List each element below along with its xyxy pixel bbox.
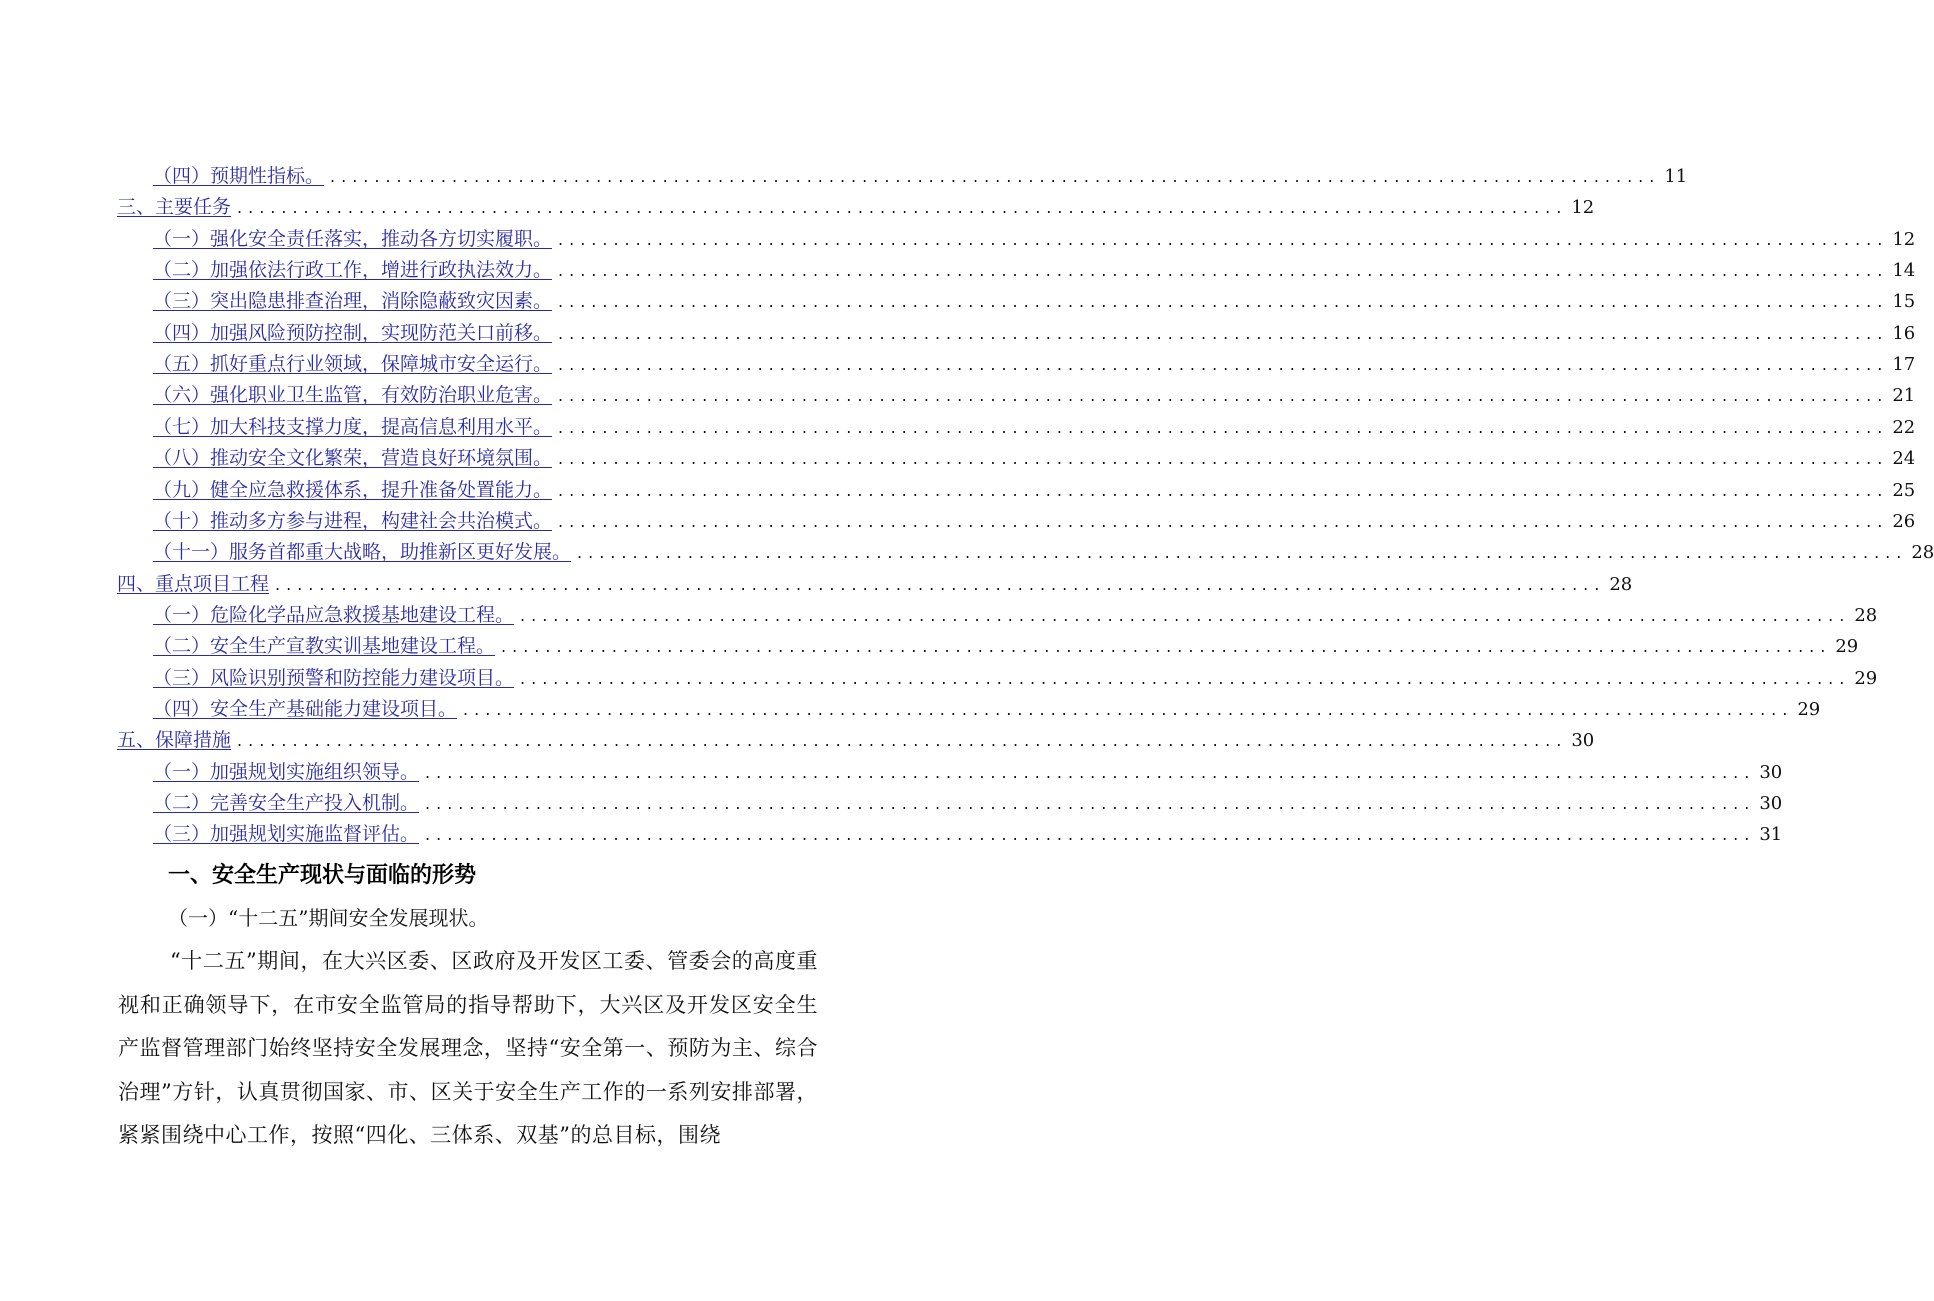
toc-entry[interactable] [153, 413, 1916, 441]
toc-entry-link[interactable]: （八）推动安全文化繁荣，营造良好环境氛围。 [153, 447, 553, 470]
toc-page-number: 29 [1797, 698, 1821, 720]
toc-page-number: 28 [1609, 573, 1633, 595]
toc-entry[interactable] [153, 350, 1916, 378]
toc-entry-link[interactable]: （四）加强风险预防控制，实现防范关口前移。 [153, 321, 553, 344]
body-paragraph: “十二五”期间，在大兴区委、区政府及开发区工委、管委会的高度重视和正确领导下，在市安全监管局的指导帮助下，大兴区及开发区安全生产监督管理部门始终坚持安全发展理念，坚持“安全第一、预防为主、综合治理”方针，认真贯彻国家、市、区关于安全生产工作的一系列安排部署，紧紧围绕中心工作，按照“四化、三体系、双基”的总目标，围绕 [118, 949, 818, 1147]
toc-entry-link[interactable]: （十）推动多方参与进程，构建社会共治模式。 [153, 509, 553, 532]
toc-page-number: 30 [1759, 761, 1783, 783]
toc-dot-leader: ........................................................................................................................ [463, 699, 1794, 719]
toc-page-number: 16 [1892, 322, 1916, 344]
toc-dot-leader: ........................................................................................................................ [275, 574, 1606, 594]
toc-entry-link[interactable]: （六）强化职业卫生监管，有效防治职业危害。 [153, 384, 553, 407]
toc-dot-leader: ........................................................................................................................ [425, 794, 1756, 813]
toc-dot-leader: ........................................................................................................................ [425, 825, 1756, 845]
toc-page-number: 12 [1571, 197, 1595, 219]
toc-entry-link[interactable]: （四）预期性指标。 [153, 165, 325, 187]
toc-dot-leader: ........................................................................................................................ [558, 355, 1889, 375]
toc-dot-leader: ........................................................................................................................ [577, 543, 1908, 563]
toc-dot-leader: ........................................................................................................................ [558, 417, 1889, 437]
toc-entry-link[interactable]: 四、重点项目工程 [117, 572, 270, 595]
toc-entry[interactable] [153, 820, 1783, 848]
toc-dot-leader: ........................................................................................................................ [520, 668, 1851, 688]
toc-dot-leader: ........................................................................................................................ [501, 637, 1832, 657]
toc-entry-link[interactable]: （十一）服务首都重大战略，助推新区更好发展。 [153, 541, 572, 564]
toc-entry-link[interactable]: （五）抓好重点行业领域，保障城市安全运行。 [153, 353, 553, 376]
toc-entry[interactable] [153, 632, 1859, 660]
toc-dot-leader: ........................................................................................................................ [237, 198, 1568, 218]
subsection-heading: （一）“十二五”期间安全发展现状。 [168, 906, 489, 930]
toc-entry-link[interactable]: （三）加强规划实施监督评估。 [153, 823, 420, 846]
toc-entry-link[interactable]: （三）突出隐患排查治理，消除隐蔽致灾因素。 [153, 290, 553, 313]
toc-page-number: 22 [1892, 416, 1916, 438]
toc-dot-leader: ........................................................................................................................ [558, 292, 1889, 312]
toc-page-number: 11 [1664, 166, 1688, 187]
toc-dot-leader: ........................................................................................................................ [558, 449, 1889, 469]
toc-entry-link[interactable]: 五、保障措施 [117, 729, 232, 752]
toc-entry[interactable] [153, 287, 1916, 315]
toc-entry[interactable] [117, 193, 1595, 221]
toc-entry-link[interactable]: （七）加大科技支撑力度，提高信息利用水平。 [153, 415, 553, 438]
toc-page-number: 15 [1892, 291, 1916, 313]
section-heading: 一、安全生产现状与面临的形势 [168, 863, 477, 888]
toc-entry[interactable] [153, 162, 1688, 190]
toc-entry[interactable] [153, 256, 1916, 284]
toc-entry[interactable] [153, 381, 1916, 409]
toc-page-number: 29 [1854, 667, 1878, 689]
toc-entry[interactable] [153, 664, 1878, 692]
toc-dot-leader: ........................................................................................................................ [237, 731, 1568, 751]
toc-entry-link[interactable]: 三、主要任务 [117, 196, 232, 219]
toc-dot-leader: ........................................................................................................................ [558, 229, 1889, 249]
toc-page-number: 30 [1759, 793, 1783, 814]
toc-entry[interactable] [153, 601, 1878, 629]
toc-page-number: 26 [1892, 510, 1916, 532]
toc-page-number: 25 [1892, 479, 1916, 501]
toc-entry[interactable] [117, 570, 1633, 598]
toc-dot-leader: ........................................................................................................................ [520, 605, 1851, 625]
toc-entry[interactable] [153, 444, 1916, 472]
toc-entry-link[interactable]: （九）健全应急救援体系，提升准备处置能力。 [153, 478, 553, 501]
toc-dot-leader: ........................................................................................................................ [558, 261, 1889, 281]
toc-page-number: 29 [1835, 636, 1859, 658]
toc-dot-leader: ........................................................................................................................ [558, 480, 1889, 500]
toc-entry-link[interactable]: （二）加强依法行政工作，增进行政执法效力。 [153, 259, 553, 282]
toc-page-number: 12 [1892, 228, 1916, 250]
toc-page-number: 21 [1892, 385, 1916, 407]
toc-page-number: 30 [1571, 730, 1595, 752]
toc-entry-link[interactable]: （二）完善安全生产投入机制。 [153, 792, 420, 814]
toc-page-number: 28 [1911, 542, 1934, 564]
toc-entry-link[interactable]: （三）风险识别预警和防控能力建设项目。 [153, 666, 515, 689]
toc-dot-leader: ........................................................................................................................ [558, 386, 1889, 406]
toc-entry[interactable] [153, 476, 1916, 504]
toc-entry[interactable] [153, 758, 1783, 786]
toc-entry[interactable] [153, 695, 1821, 723]
toc-page-number: 24 [1892, 448, 1916, 470]
toc-dot-leader: ........................................................................................................................ [558, 323, 1889, 343]
toc-entry-link[interactable]: （四）安全生产基础能力建设项目。 [153, 697, 458, 720]
toc-page-number: 28 [1854, 604, 1878, 626]
toc-dot-leader: ........................................................................................................................ [558, 511, 1889, 531]
toc-entry-link[interactable]: （二）安全生产宣教实训基地建设工程。 [153, 635, 496, 658]
toc-page-number: 17 [1892, 354, 1916, 376]
toc-entry-link[interactable]: （一）危险化学品应急救援基地建设工程。 [153, 603, 515, 626]
toc-dot-leader: ........................................................................................................................ [330, 167, 1661, 186]
toc-entry[interactable] [153, 319, 1916, 347]
toc-dot-leader: ........................................................................................................................ [425, 762, 1756, 782]
toc-entry-link[interactable]: （一）强化安全责任落实，推动各方切实履职。 [153, 227, 553, 250]
toc-entry[interactable] [153, 225, 1916, 253]
toc-page-number: 14 [1892, 260, 1916, 282]
toc-entry[interactable] [153, 789, 1783, 817]
toc-entry[interactable] [117, 726, 1595, 754]
toc-entry[interactable] [153, 507, 1916, 535]
toc-entry-link[interactable]: （一）加强规划实施组织领导。 [153, 760, 420, 783]
toc-entry[interactable] [153, 538, 1934, 566]
toc-page-number: 31 [1759, 824, 1783, 846]
